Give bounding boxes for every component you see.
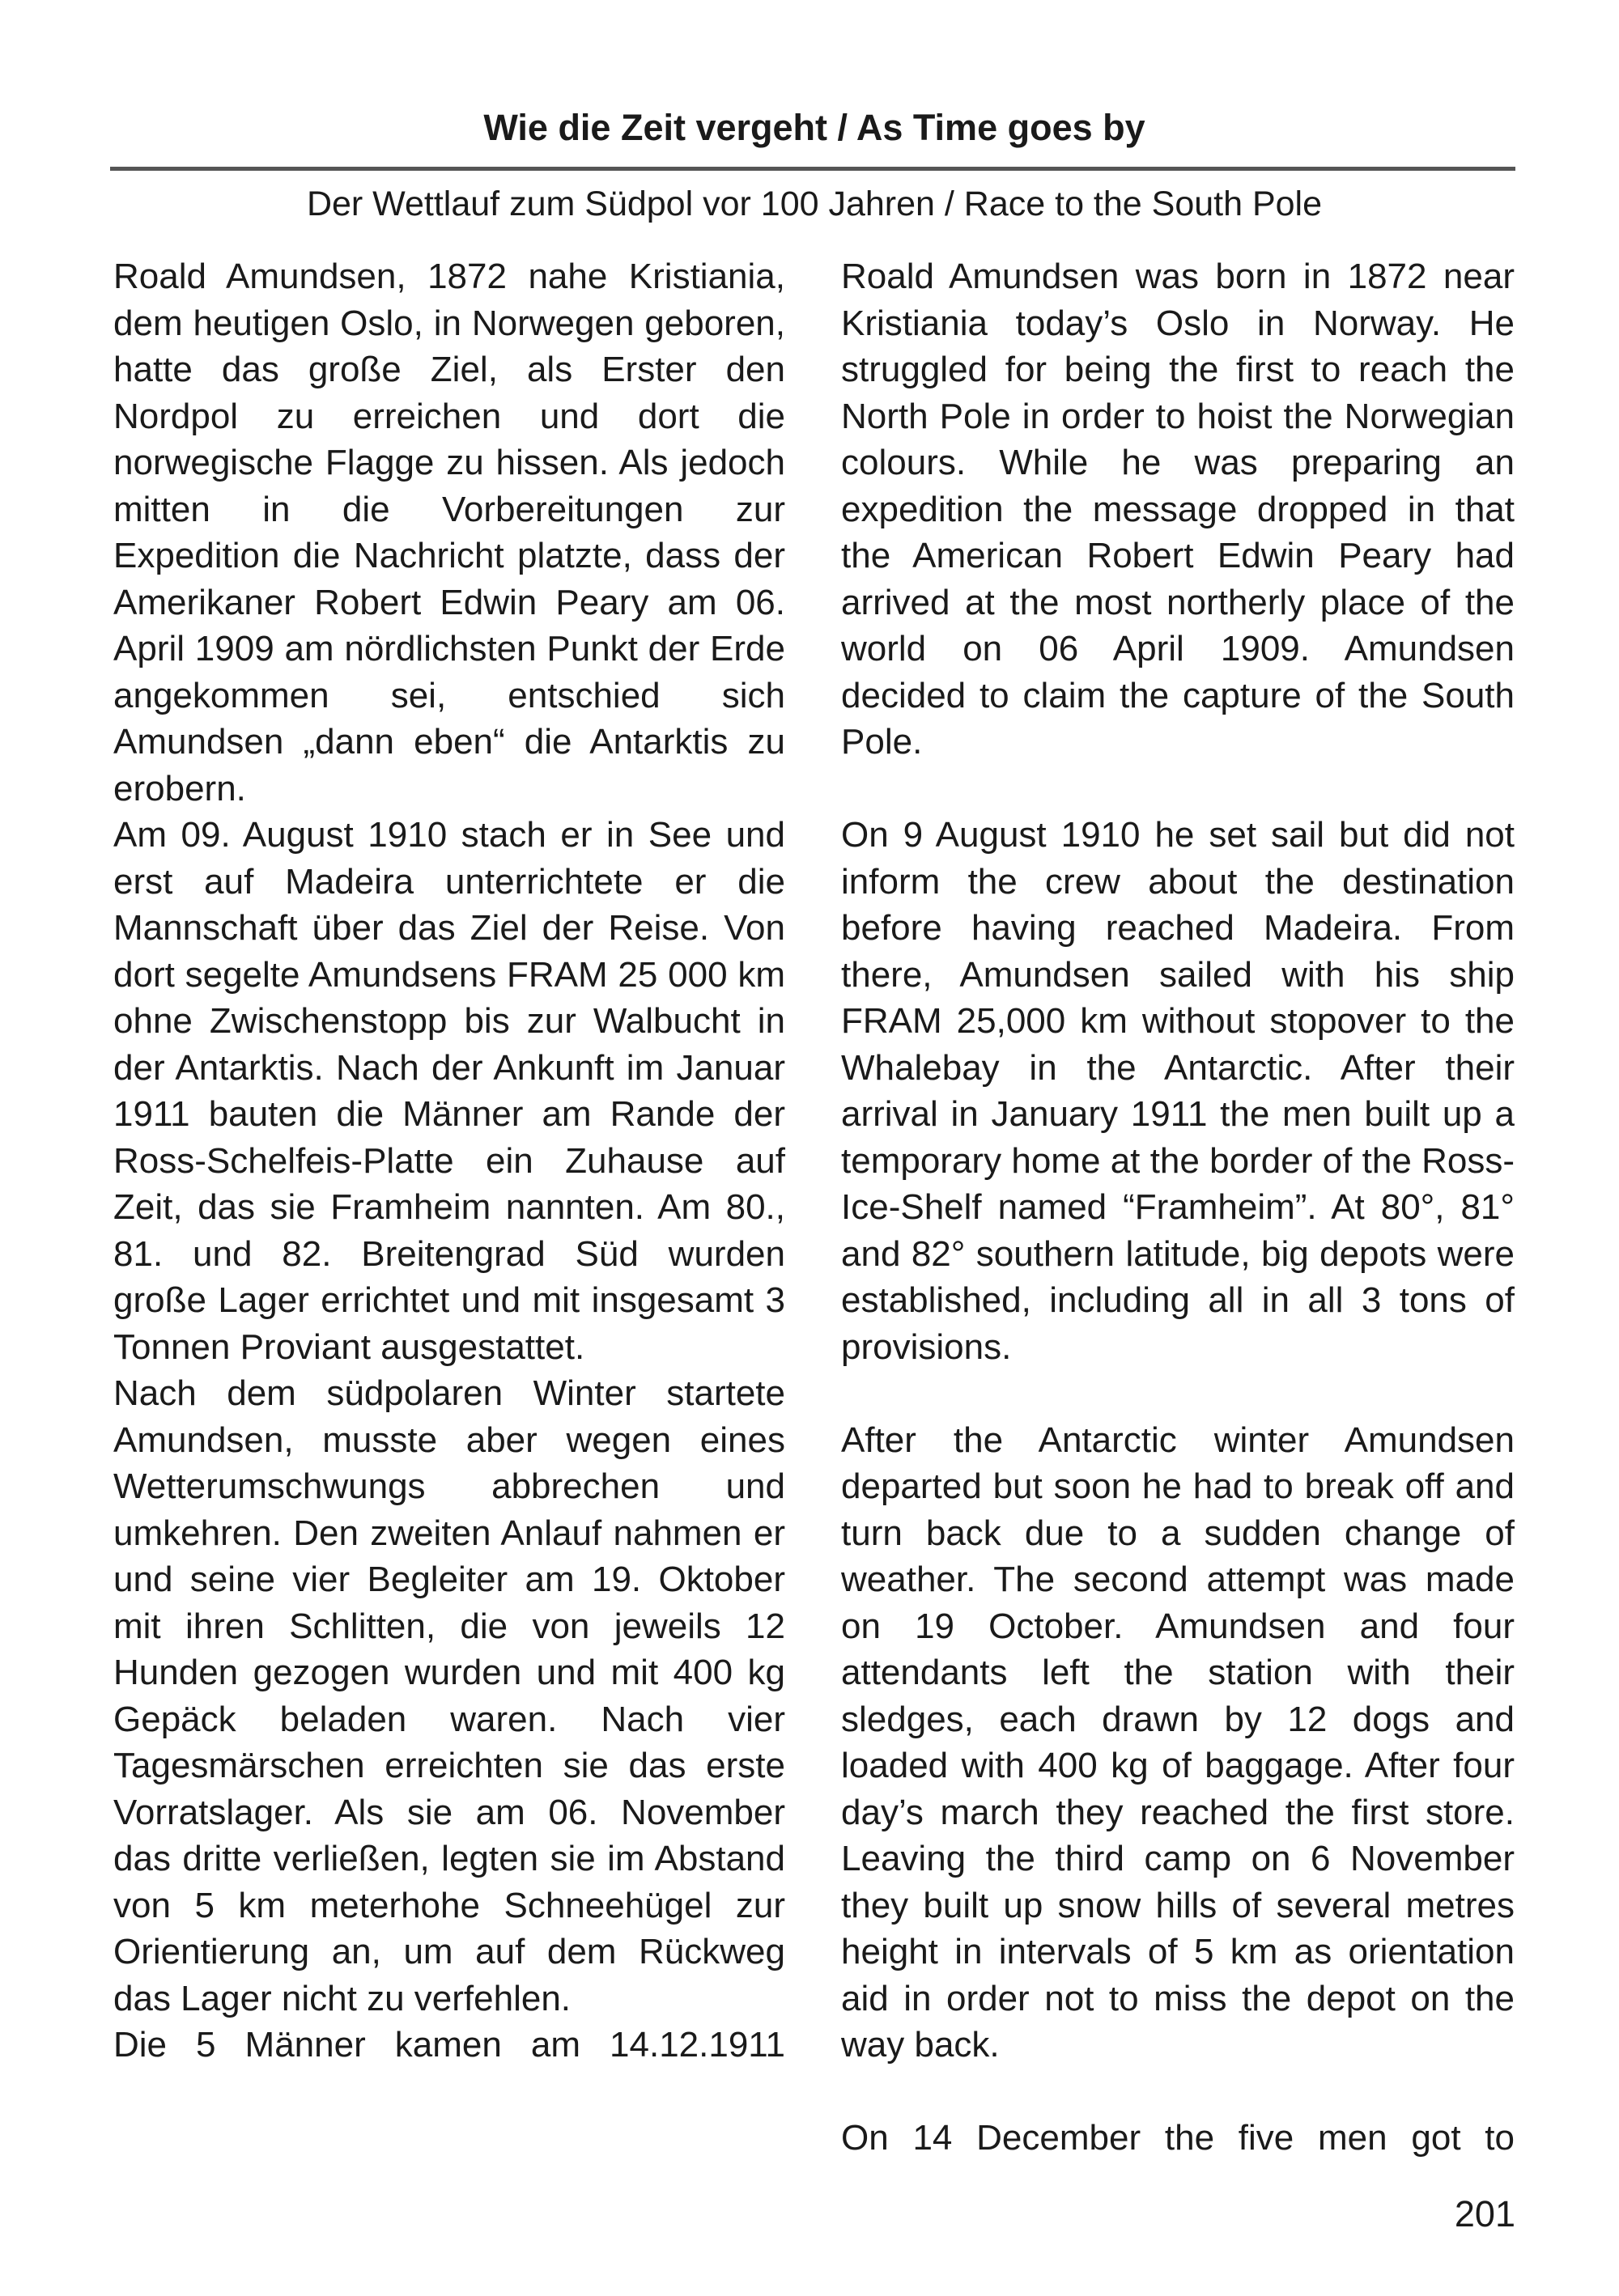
german-paragraph-1: Roald Amundsen, 1872 nahe Kristiania, dem heutigen Oslo, in Norwegen geboren, hatte das große Ziel, als Erster den Nordpol zu erreichen und dort die norwegische Flagge zu hissen. Als jedoch mitten in die Vorbereitungen zur Expedition die Nachricht platzte, dass der Amerikaner Robert Edwin Peary am 06. April 1909 am nördlichsten Punkt der Erde angekommen sei, entschied sich Amundsen „dann eben“ die Antarktis zu erobern. — [113, 257, 785, 808]
german-paragraph-2: Am 09. August 1910 stach er in See und erst auf Madeira unterrichtete er die Mannschaft über das Ziel der Reise. Von dort segelte Amundsens FRAM 25 000 km ohne Zwischenstopp bis zur Walbucht in der Antarktis. Nach der Ankunft im Januar 1911 bauten die Männer am Rande der Ross-Schelfeis-Platte ein Zuhause auf Zeit, das sie Framheim nannten. Am 80., 81. und 82. Breitengrad Süd wurden große Lager errichtet und mit insgesamt 3 Tonnen Proviant ausgestattet. — [113, 815, 785, 1367]
header-divider — [110, 167, 1515, 171]
german-paragraph-4: Die 5 Männer kamen am 14.12.1911 — [113, 2025, 785, 2065]
english-paragraph-1: Roald Amundsen was born in 1872 near Kristiania today’s Oslo in Norway. He struggled for being the first to reach the North Pole in order to hoist the Norwegian colours. While he was preparing an expedition the message dropped in that the American Robert Edwin Peary had arrived at the most northerly place of the world on 06 April 1909. Amundsen decided to claim the capture of the South Pole. — [841, 257, 1515, 762]
page-number: 201 — [1454, 2193, 1515, 2234]
german-column — [113, 253, 785, 2069]
page-subtitle: Der Wettlauf zum Südpol vor 100 Jahren / Race to the South Pole — [306, 185, 1323, 223]
english-paragraph-3: After the Antarctic winter Amundsen departed but soon he had to break off and turn back due to a sudden change of weather. The second attempt was made on 19 October. Amundsen and four attendants left the station with their sledges, each drawn by 12 dogs and loaded with 400 kg of baggage. After four day’s march they reached the first store. Leaving the third camp on 6 November they built up snow hills of several metres height in intervals of 5 km as orientation aid in order not to miss the depot on the way back. — [841, 1420, 1515, 2065]
german-paragraph-3: Nach dem südpolaren Winter startete Amundsen, musste aber wegen eines Wetterumschwungs abbrechen und umkehren. Den zweiten Anlauf nahmen er und seine vier Begleiter am 19. Oktober mit ihren Schlitten, die von jeweils 12 Hunden gezogen wurden und mit 400 kg Gepäck beladen waren. Nach vier Tagesmärschen erreichten sie das erste Vorratslager. Als sie am 06. November das dritte verließen, legten sie im Abstand von 5 km meterhohe Schneehügel zur Orientierung an, um auf dem Rückweg das Lager nicht zu verfehlen. — [113, 1373, 785, 2018]
english-paragraph-4: On 14 December the five men got to — [841, 2118, 1515, 2158]
page-title: Wie die Zeit vergeht / As Time goes by — [483, 107, 1145, 148]
english-paragraph-2: On 9 August 1910 he set sail but did not inform the crew about the destination before having reached Madeira. From there, Amundsen sailed with his ship FRAM 25,000 km without stopover to the Whalebay in the Antarctic. After their arrival in January 1911 the men built up a temporary home at the border of the Ross-Ice-Shelf named “Framheim”. At 80°, 81° and 82° southern latitude, big depots were established, including all in all 3 tons of provisions. — [841, 815, 1515, 1367]
english-column — [841, 253, 1515, 2162]
